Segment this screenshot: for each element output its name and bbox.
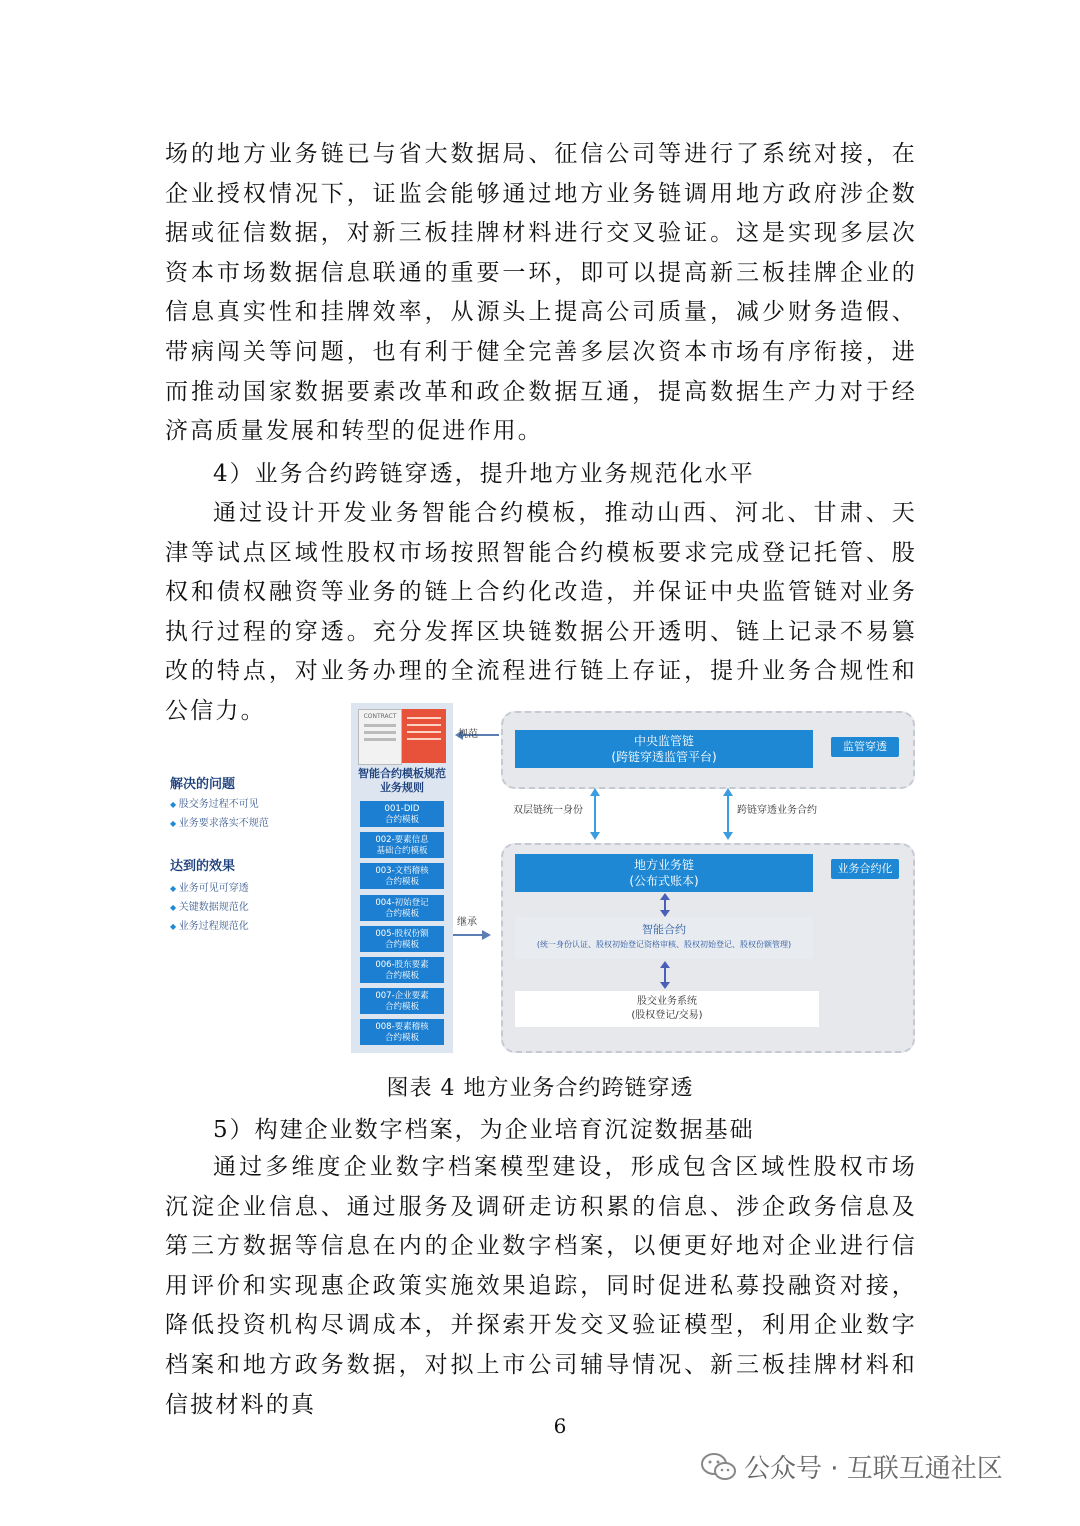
effect-item: ◆ 业务可见可穿透 — [170, 879, 249, 894]
template-007: 007-企业要素 合约模板 — [360, 988, 444, 1014]
supervision-tag: 监管穿透 — [831, 737, 899, 757]
paragraph-1: 场的地方业务链已与省大数据局、征信公司等进行了系统对接，在企业授权情况下，证监会能够通过地方业务链调用地方政府涉企数据或征信数据，对新三板挂牌材料进行交叉验证。这是实现多层次资本市场数据信息联通的重要一环，即可以提高新三板挂牌企业的信息真实性和挂牌效率，从源头上提高公司质量，减少财务造假、带病闯关等问题，也有利于健全完善多层次资本市场有序衔接，进而推动国家数据要素改革和政企数据互通，提高数据生产力对于经济高质量发展和转型的促进作用。 — [165, 141, 917, 445]
contract-tag: 业务合约化 — [831, 859, 899, 879]
inherit-label: 继承 — [457, 917, 477, 928]
smart-contract-box: 智能合约 (统一身份认证、股权初始登记资格审核、股权初始登记、股权份额管理) — [515, 917, 813, 959]
template-005: 005-股权份额 合约模板 — [360, 926, 444, 952]
page-number: 6 — [553, 1414, 567, 1438]
norm-label: 规范 — [458, 729, 478, 740]
smart-contract-arrow-icon — [657, 892, 673, 918]
template-001: 001-DID 合约模板 — [360, 801, 444, 827]
template-006: 006-股东要素 合约模板 — [360, 957, 444, 983]
contract-code-icon — [402, 709, 446, 763]
trading-system-box: 股交业务系统 (股权登记/交易) — [515, 991, 819, 1027]
trading-arrow-icon — [657, 960, 673, 990]
central-chain-box: 中央监管链 (跨链穿透监管平台) — [515, 730, 813, 768]
watermark-text: 公众号 · 互联互通社区 — [744, 1454, 1003, 1484]
problem-item: ◆ 业务要求落实不规范 — [170, 814, 269, 829]
paragraph-3: 通过多维度企业数字档案模型建设，形成包含区域性股权市场沉淀企业信息、通过服务及调研走访积累的信息、涉企政务信息及第三方数据等信息在内的企业数字档案，以便更好地对企业进行信用评价和实现惠企政策实施效果追踪，同时促进私募投融资对接，降低投资机构尽调成本，并探索开发交叉验证模型，利用企业数字档案和地方政务数据，对拟上市公司辅导情况、新三板挂牌材料和信披材料的真 — [165, 1154, 917, 1418]
template-title: 智能合约模板规范业务规则 — [358, 767, 446, 794]
template-003: 003-文档稽核 合约模板 — [360, 863, 444, 889]
dual-id-arrow-icon — [585, 787, 605, 841]
heading-5: 5）构建企业数字档案，为企业培育沉淀数据基础 — [213, 1117, 755, 1143]
heading-4: 4）业务合约跨链穿透，提升地方业务规范化水平 — [213, 461, 755, 487]
problems-title: 解决的问题 — [170, 777, 236, 792]
watermark — [700, 1448, 1003, 1485]
inherit-arrow-icon — [449, 925, 493, 945]
paragraph-2: 通过设计开发业务智能合约模板，推动山西、河北、甘肃、天津等试点区域性股权市场按照智能合约模板要求完成登记托管、股权和债权融资等业务的链上合约化改造，并保证中央监管链对业务执行过程的穿透。充分发挥区块链数据公开透明、链上记录不易篡改的特点，对业务办理的全流程进行链上存证，提升业务合规性和公信力。 — [165, 500, 917, 724]
contract-document-icon: CONTRACT — [358, 709, 402, 765]
effects-title: 达到的效果 — [170, 859, 236, 874]
local-chain-box: 地方业务链 (公布式账本) — [515, 854, 813, 892]
template-008: 008-要素稽核 合约模板 — [360, 1019, 444, 1045]
figure-contract-penetration — [165, 703, 917, 1055]
dual-id-label: 双层链统一身份 — [513, 805, 583, 816]
effect-item: ◆ 关键数据规范化 — [170, 898, 249, 913]
wechat-icon — [700, 1451, 738, 1483]
template-002: 002-要素信息 基础合约模板 — [360, 832, 444, 858]
effect-item: ◆ 业务过程规范化 — [170, 917, 249, 932]
problem-item: ◆ 股交务过程不可见 — [170, 795, 259, 810]
figure-caption: 图表 4 地方业务合约跨链穿透 — [386, 1076, 694, 1101]
cross-chain-arrow-icon — [718, 787, 738, 841]
template-004: 004-初始登记 合约模板 — [360, 895, 444, 921]
cross-chain-label: 跨链穿透业务合约 — [737, 805, 817, 816]
